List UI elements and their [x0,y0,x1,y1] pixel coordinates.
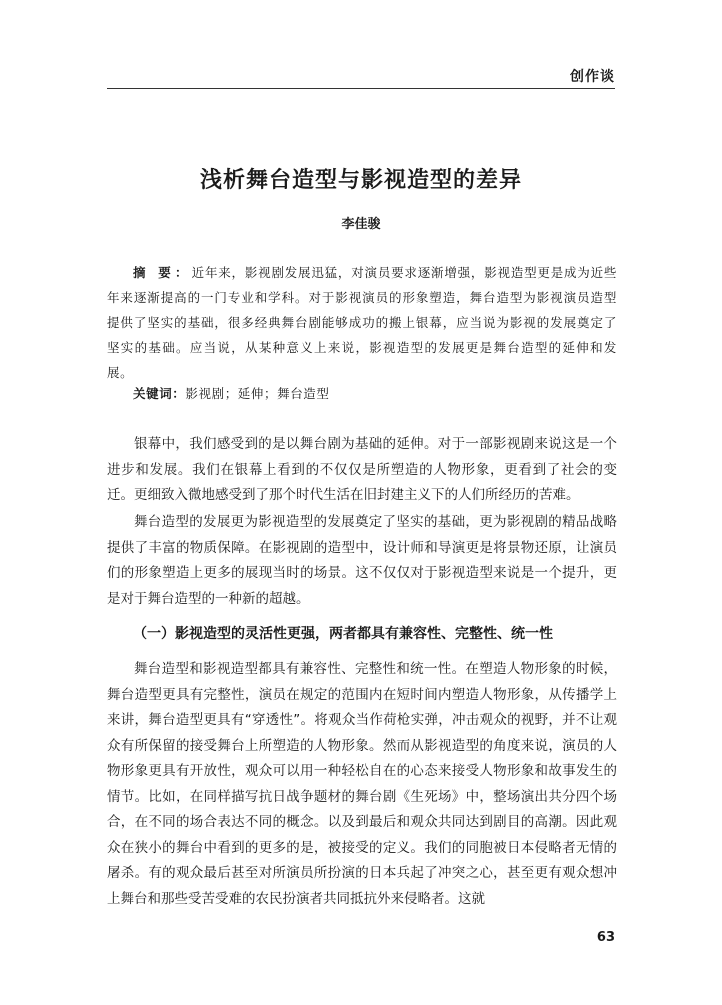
running-header: 创作谈 [570,69,615,85]
page-number: 63 [596,930,615,945]
keywords-label: 关键词： [133,386,186,401]
paragraph-text: 舞台造型的发展更为影视造型的发展奠定了坚实的基础，更为影视剧的精品战略提供了丰富的物质保障。在影视剧的造型中，设计师和导演更是将景物还原，让演员们的形象塑造上更多的展现当时的场景。这不仅仅对于影视造型来说是一个提升，更是对于舞台造型的一种新的超越。 [107,514,617,607]
article-author: 李佳骏 [341,217,381,232]
body-paragraph [107,432,617,509]
section-heading: （一）影视造型的灵活性更强，两者都具有兼容性、完整性、统一性 [133,626,553,642]
paragraph-text: 舞台造型和影视造型都具有兼容性、完整性和统一性。在塑造人物形象的时候，舞台造型更具有完整性，演员在规定的范围内在短时间内塑造人物形象，从传播学上来讲，舞台造型更具有“穿透性”。将观众当作荷枪实弹，冲击观众的视野，并不让观众有所保留的接受舞台上所塑造的人物形象。然而从影视造型的角度来说，演员的人物形象更具有开放性，观众可以用一种轻松自在的心态来接受人物形象和故事发生的情节。比如，在同样描写抗日战争题材的舞台剧《生死场》中，整场演出共分四个场合，在不同的场合表达不同的概念。以及到最后和观众共同达到剧目的高潮。因此观众在狭小的舞台中看到的更多的是，被接受的定义。我们的同胞被日本侵略者无情的屠杀。有的观众最后甚至对所演员所扮演的日本兵起了冲突之心，甚至更有观众想冲上舞台和那些受苦受难的农民扮演者共同抵抗外来侵略者。这就 [107,661,617,907]
body-paragraph [107,657,617,912]
header-divider [107,88,615,89]
abstract [107,260,617,385]
abstract-label: 摘 要： [133,265,192,280]
keywords-text: 影视剧；延伸；舞台造型 [185,386,330,401]
paragraph-text: 银幕中，我们感受到的是以舞台剧为基础的延伸。对于一部影视剧来说这是一个进步和发展。我们在银幕上看到的不仅仅是所塑造的人物形象，更看到了社会的变迁。更细致入微地感受到了那个时代生活在旧封建主义下的人们所经历的苦难。 [107,436,617,503]
body-paragraph [107,510,617,612]
article-title: 浅析舞台造型与影视造型的差异 [199,168,522,193]
abstract-text: 近年来，影视剧发展迅猛，对演员要求逐渐增强，影视造型更是成为近些年来逐渐提高的一门专业和学科。对于影视演员的形象塑造，舞台造型为影视演员造型提供了坚实的基础，很多经典舞台剧能够成功的搬上银幕，应当说为影视的发展奠定了坚实的基础。应当说，从某种意义上来说，影视造型的发展更是舞台造型的延伸和发展。 [107,265,618,380]
keywords [133,384,330,402]
